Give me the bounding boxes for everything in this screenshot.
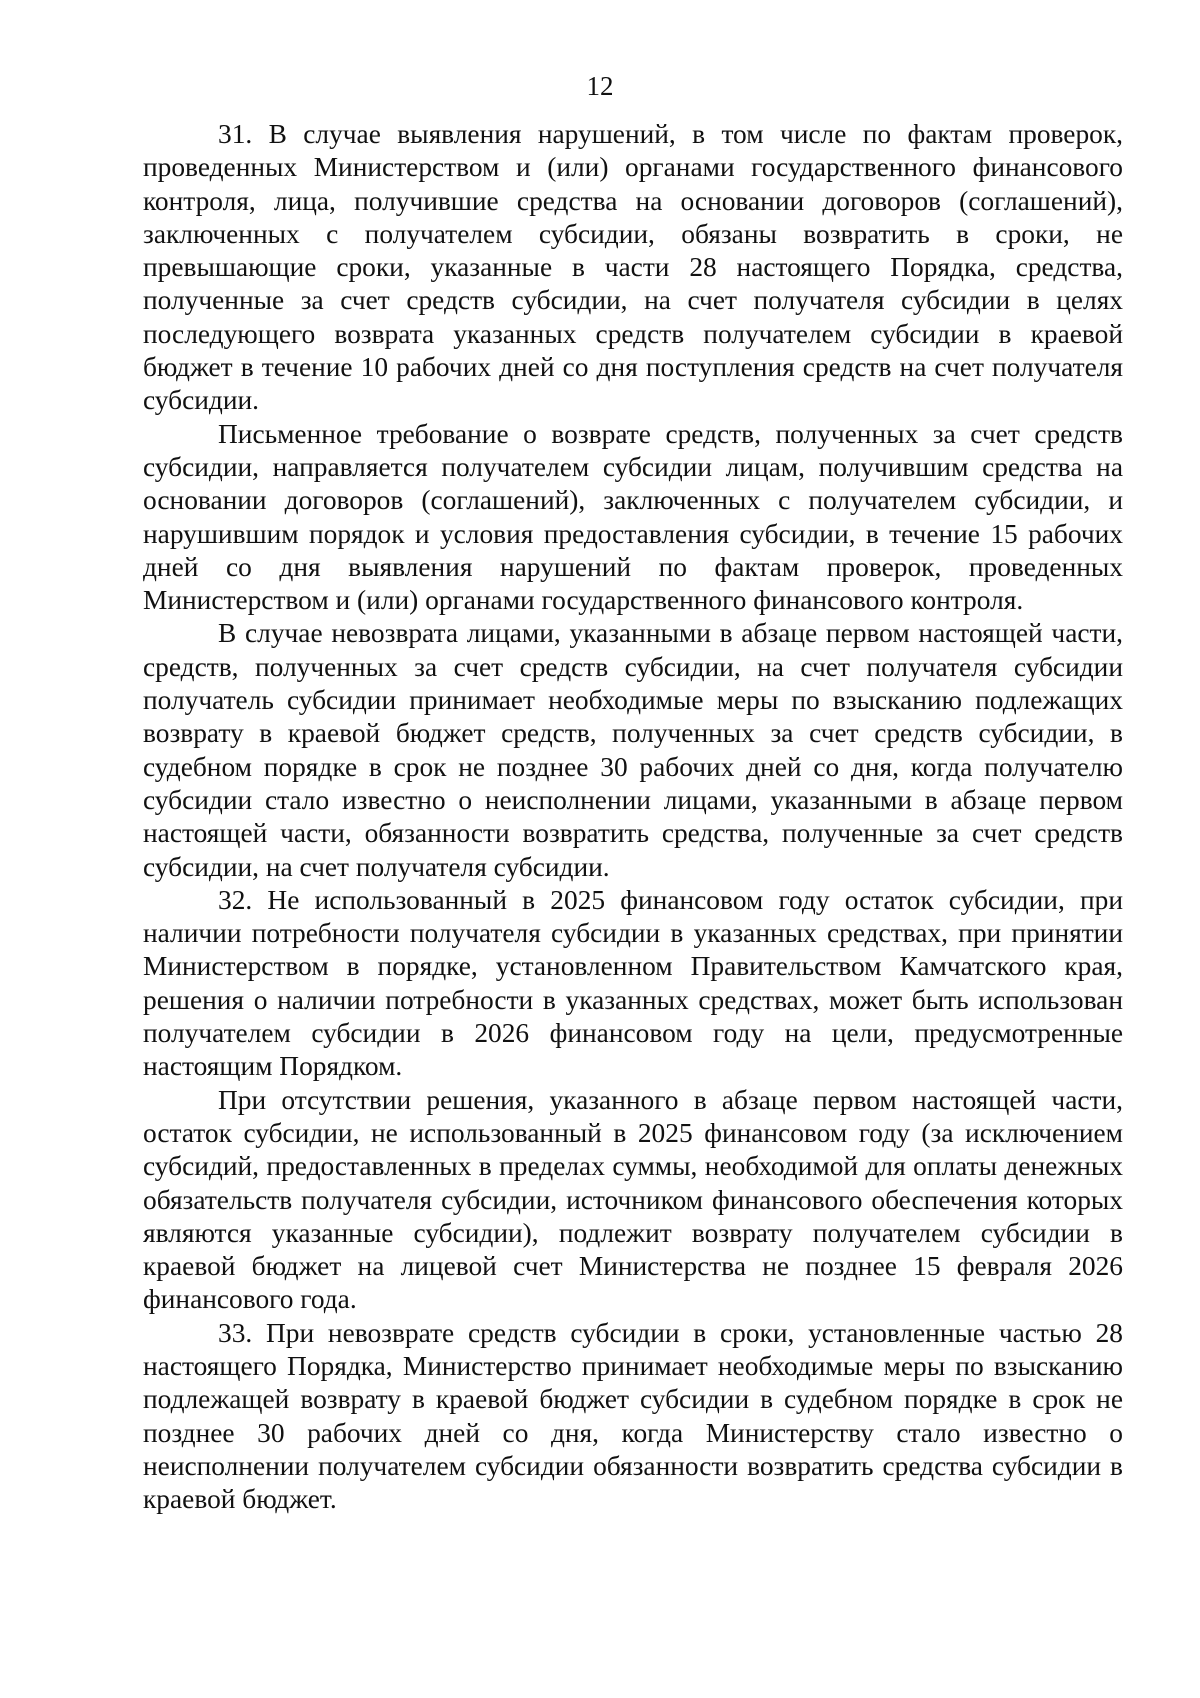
paragraph-32: 32. Не использованный в 2025 финансовом году остаток субсидии, при наличии потребности получателя субсидии в указанных средствах, при принятии Министерством в порядке, установленном Правительством Камчатского края, решения о наличии потребности в указанных средствах, может быть использован получателем субсидии в 2026 финансовом году на цели, предусмотренные настоящим Порядком.	[143, 884, 1123, 1082]
paragraph-31-non-return: В случае невозврата лицами, указанными в абзаце первом настоящей части, средств, полученных за счет средств субсидии, на счет получателя субсидии получатель субсидии принимает необходимые меры по взысканию подлежащих возврату в краевой бюджет средств, полученных за счет средств субсидии, в судебном порядке в срок не позднее 30 рабочих дней со дня, когда получателю субсидии стало известно о неисполнении лицами, указанными в абзаце первом настоящей части, обязанности возвратить средства, полученные за счет средств субсидии, на счет получателя субсидии.	[143, 618, 1123, 882]
paragraph-32-no-decision: При отсутствии решения, указанного в абзаце первом настоящей части, остаток субсидии, не использованный в 2025 финансовом году (за исключением субсидий, предоставленных в пределах суммы, необходимой для оплаты денежных обязательств получателя субсидии, источником финансового обеспечения которых являются указанные субсидии), подлежит возврату получателем субсидии в краевой бюджет на лицевой счет Министерства не позднее 15 февраля 2026 финансового года.	[143, 1084, 1123, 1315]
paragraph-31: 31. В случае выявления нарушений, в том числе по фактам проверок, проведенных Министерством и (или) органами государственного финансового контроля, лица, получившие средства на основании договоров (соглашений), заключенных с получателем субсидии, обязаны возвратить в сроки, не превышающие сроки, указанные в части 28 настоящего Порядка, средства, полученные за счет средств субсидии, на счет получателя субсидии в целях последующего возврата указанных средств получателем субсидии в краевой бюджет в течение 10 рабочих дней со дня поступления средств на счет получателя субсидии.	[143, 119, 1123, 416]
document-body	[143, 118, 1123, 1516]
paragraph-31-written-demand: Письменное требование о возврате средств, полученных за счет средств субсидии, направляется получателем субсидии лицам, получившим средства на основании договоров (соглашений), заключенных с получателем субсидии, и нарушившим порядок и условия предоставления субсидии, в течение 15 рабочих дней со дня выявления нарушений по фактам проверок, проведенных Министерством и (или) органами государственного финансового контроля.	[143, 418, 1123, 616]
page-number: 12	[586, 71, 614, 101]
paragraph-33: 33. При невозврате средств субсидии в сроки, установленные частью 28 настоящего Порядка, Министерство принимает необходимые меры по взысканию подлежащей возврату в краевой бюджет субсидии в судебном порядке в срок не позднее 30 рабочих дней со дня, когда Министерству стало известно о неисполнении получателем субсидии обязанности возвратить средства субсидии в краевой бюджет.	[143, 1317, 1123, 1515]
